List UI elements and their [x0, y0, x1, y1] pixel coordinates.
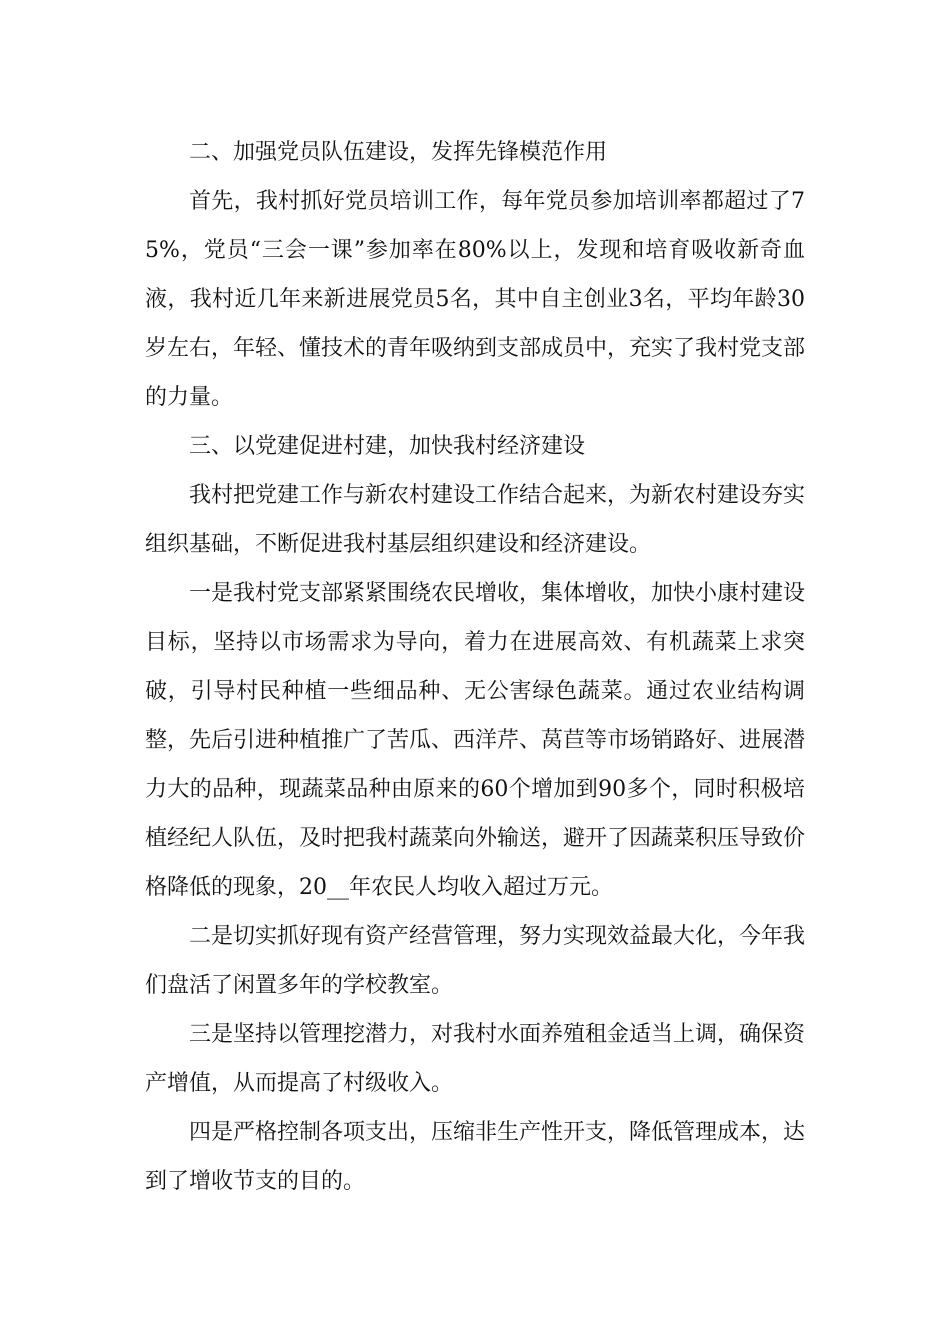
paragraph-point-four: 四是严格控制各项支出，压缩非生产性开支，降低管理成本，达到了增收节支的目的。 [145, 1120, 806, 1194]
paragraph-point-three: 三是坚持以管理挖潜力，对我村水面养殖租金适当上调，确保资产增值，从而提高了村级收入。 [145, 1022, 806, 1096]
paragraph-party-training: 首先，我村抓好党员培训工作，每年党员参加培训率都超过了75%，党员“三会一课”参加率在80%以上，发现和培育吸收新奇血液，我村近几年来新进展党员5名，其中自主创业3名，平均年龄30岁左右，年轻、懂技术的青年吸纳到支部成员中，充实了我村党支部的力量。 [145, 189, 806, 410]
paragraph-point-two: 二是切实抓好现有资产经营管理，努力实现效益最大化，今年我们盘活了闲置多年的学校教室。 [145, 924, 806, 998]
paragraph-party-building-intro: 我村把党建工作与新农村建设工作结合起来，为新农村建设夯实组织基础，不断促进我村基层组织建设和经济建设。 [145, 483, 806, 557]
document-body [145, 128, 805, 1206]
section-heading-two: 二、加强党员队伍建设，发挥先锋模范作用 [189, 140, 608, 165]
paragraph-point-one: 一是我村党支部紧紧围绕农民增收，集体增收，加快小康村建设目标，坚持以市场需求为导向，着力在进展高效、有机蔬菜上求突破，引导村民种植一些细品种、无公害绿色蔬菜。通过农业结构调整，先后引进种植推广了苦瓜、西洋芹、莴苣等市场销路好、进展潜力大的品种，现蔬菜品种由原来的60个增加到90多个，同时积极培植经纪人队伍，及时把我村蔬菜向外输送，避开了因蔬菜积压导致价格降低的现象，20__年农民人均收入超过万元。 [145, 581, 806, 900]
section-heading-three: 三、以党建促进村建，加快我村经济建设 [189, 434, 586, 459]
